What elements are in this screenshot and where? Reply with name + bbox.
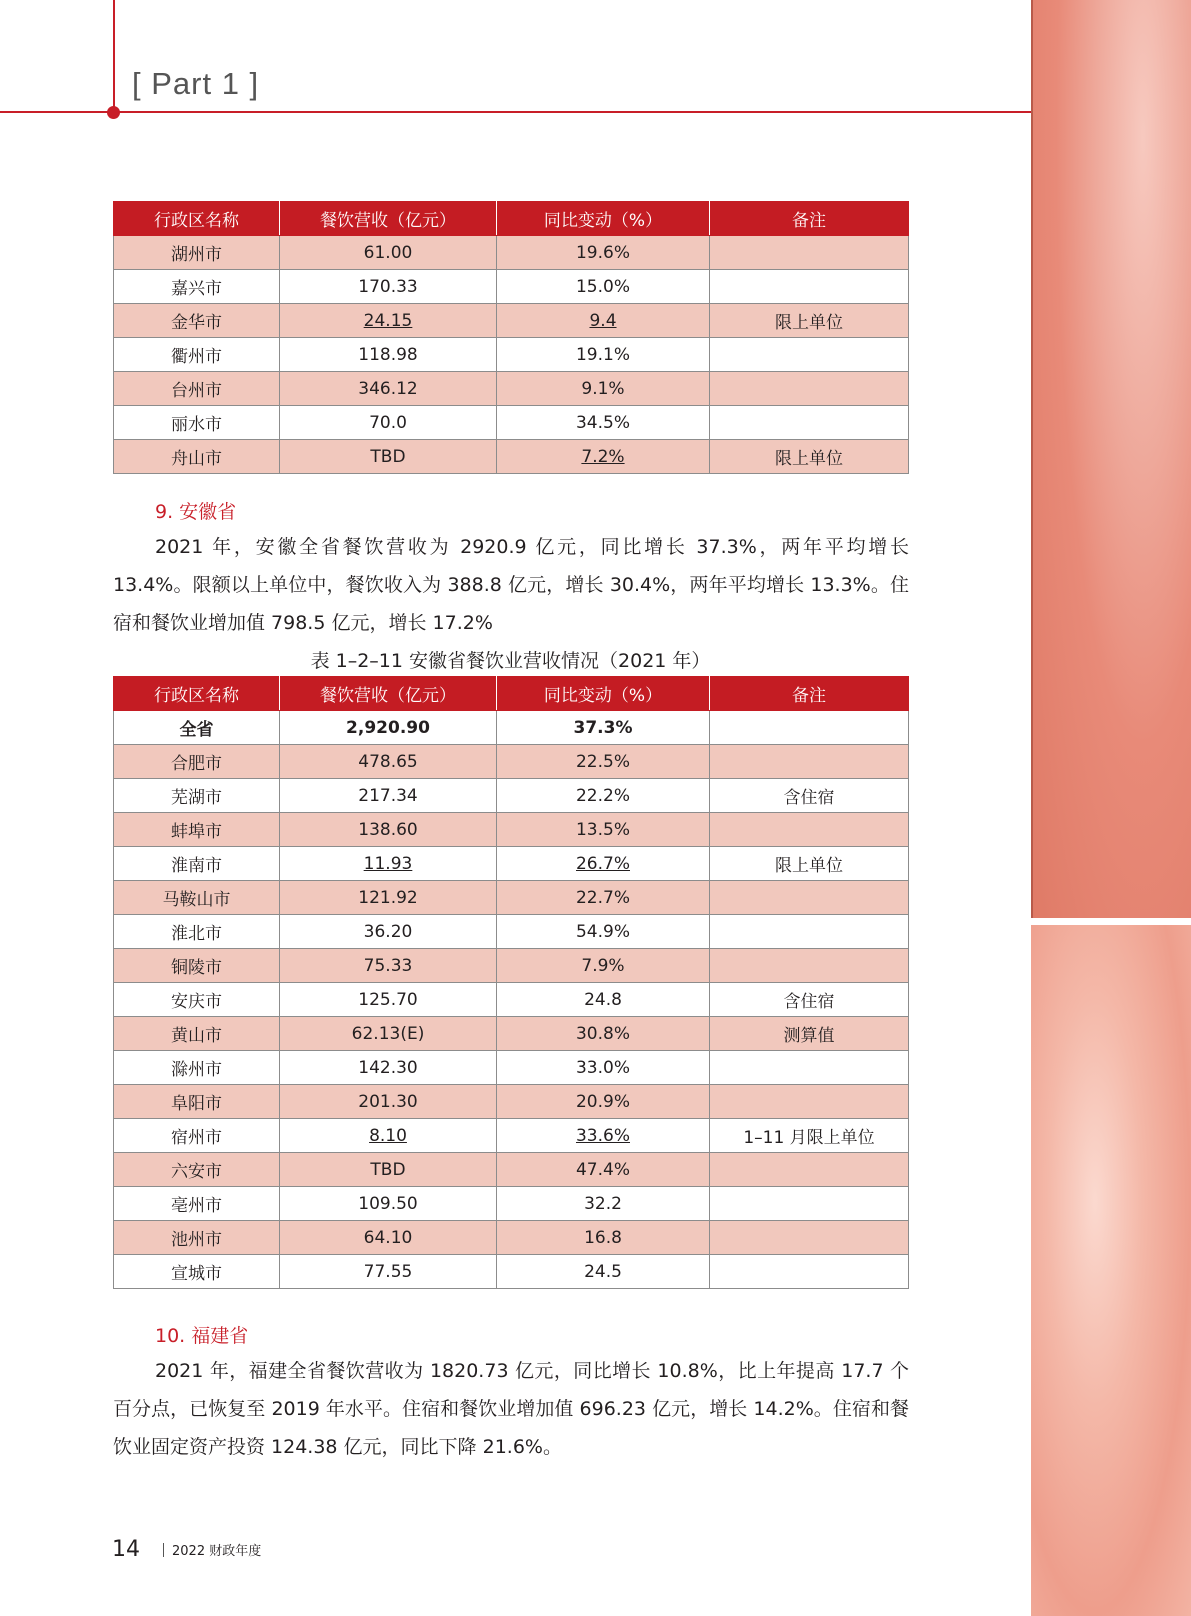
cell-change [497, 304, 710, 338]
cell-revenue: TBD [280, 1153, 497, 1187]
cell-revenue: 2,920.90 [280, 711, 497, 745]
column-header: 餐饮营收（亿元） [280, 677, 497, 711]
cell-change-value: 33.6% [575, 1125, 630, 1146]
cell-change [497, 440, 710, 474]
section-title-anhui: 9. 安徽省 [155, 501, 237, 523]
cell-note [710, 1085, 909, 1119]
table-row [114, 1017, 909, 1051]
cell-revenue [280, 304, 497, 338]
side-photo-edge [1031, 0, 1033, 918]
cell-region: 淮北市 [114, 915, 280, 949]
table-row [114, 745, 909, 779]
cell-change-value: 26.7% [575, 853, 630, 874]
cell-region: 亳州市 [114, 1187, 280, 1221]
header-vertical-rule [113, 0, 115, 114]
cell-region: 安庆市 [114, 983, 280, 1017]
column-header: 备注 [710, 202, 909, 236]
table-row [114, 983, 909, 1017]
cell-note [710, 338, 909, 372]
cell-revenue: 36.20 [280, 915, 497, 949]
cell-region: 滁州市 [114, 1051, 280, 1085]
cell-region: 湖州市 [114, 236, 280, 270]
cell-note [710, 949, 909, 983]
cell-note: 含住宿 [710, 983, 909, 1017]
table-row [114, 304, 909, 338]
table-header-row [114, 677, 909, 711]
cell-note [710, 813, 909, 847]
cell-region: 全省 [114, 711, 280, 745]
table-anhui-cities [113, 676, 909, 1289]
table-row [114, 236, 909, 270]
table-row [114, 338, 909, 372]
cell-change: 7.9% [497, 949, 710, 983]
cell-revenue: 109.50 [280, 1187, 497, 1221]
cell-change [497, 847, 710, 881]
cell-change: 13.5% [497, 813, 710, 847]
column-header: 同比变动（%） [497, 202, 710, 236]
cell-region: 六安市 [114, 1153, 280, 1187]
cell-region: 宿州市 [114, 1119, 280, 1153]
table-row [114, 1085, 909, 1119]
cell-note [710, 1221, 909, 1255]
cell-revenue: 70.0 [280, 406, 497, 440]
cell-region: 合肥市 [114, 745, 280, 779]
cell-revenue-value: 8.10 [369, 1125, 407, 1146]
column-header: 备注 [710, 677, 909, 711]
cell-revenue: 201.30 [280, 1085, 497, 1119]
cell-change: 22.2% [497, 779, 710, 813]
cell-change: 15.0% [497, 270, 710, 304]
cell-region: 阜阳市 [114, 1085, 280, 1119]
table-row-total [114, 711, 909, 745]
column-header: 行政区名称 [114, 202, 280, 236]
cell-note [710, 711, 909, 745]
cell-note: 限上单位 [710, 304, 909, 338]
cell-region: 池州市 [114, 1221, 280, 1255]
cell-note [710, 745, 909, 779]
cell-region: 舟山市 [114, 440, 280, 474]
cell-note [710, 1153, 909, 1187]
cell-region: 马鞍山市 [114, 881, 280, 915]
cell-revenue: 121.92 [280, 881, 497, 915]
cell-region: 淮南市 [114, 847, 280, 881]
cell-change: 32.2 [497, 1187, 710, 1221]
cell-change: 20.9% [497, 1085, 710, 1119]
table-caption: 表 1–2–11 安徽省餐饮业营收情况（2021 年） [310, 650, 711, 672]
part-label: [ Part 1 ] [132, 66, 260, 101]
table-row [114, 1187, 909, 1221]
cell-revenue: 62.13(E) [280, 1017, 497, 1051]
footer-separator [163, 1543, 164, 1557]
cell-revenue: 346.12 [280, 372, 497, 406]
table-row [114, 1119, 909, 1153]
cell-change-value: 9.4 [589, 310, 617, 331]
table-zhejiang-cities [113, 201, 909, 474]
cell-revenue: 217.34 [280, 779, 497, 813]
cell-change [497, 1119, 710, 1153]
side-photo-top [1031, 0, 1191, 918]
table-row [114, 372, 909, 406]
cell-change: 22.5% [497, 745, 710, 779]
cell-note: 测算值 [710, 1017, 909, 1051]
table-row [114, 813, 909, 847]
table-row [114, 1255, 909, 1289]
cell-change: 37.3% [497, 711, 710, 745]
paragraph-anhui: 2021 年，安徽全省餐饮营收为 2920.9 亿元，同比增长 37.3%，两年平均增长 13.4%。限额以上单位中，餐饮收入为 388.8 亿元，增长 30.4%，两年平均增长 13.3%。住宿和餐饮业增加值 798.5 亿元，增长 17.2% [113, 536, 909, 634]
cell-revenue: 75.33 [280, 949, 497, 983]
cell-revenue: 170.33 [280, 270, 497, 304]
cell-note: 限上单位 [710, 440, 909, 474]
cell-change: 22.7% [497, 881, 710, 915]
cell-revenue: 142.30 [280, 1051, 497, 1085]
cell-revenue: TBD [280, 440, 497, 474]
cell-region: 嘉兴市 [114, 270, 280, 304]
cell-region: 衢州市 [114, 338, 280, 372]
cell-change: 33.0% [497, 1051, 710, 1085]
table-row [114, 847, 909, 881]
cell-revenue: 77.55 [280, 1255, 497, 1289]
cell-note: 限上单位 [710, 847, 909, 881]
cell-note [710, 915, 909, 949]
header-horizontal-rule [0, 111, 1031, 113]
table-header-row [114, 202, 909, 236]
column-header: 餐饮营收（亿元） [280, 202, 497, 236]
side-photo [1031, 0, 1191, 1616]
cell-note [710, 881, 909, 915]
table-row [114, 1221, 909, 1255]
cell-region: 金华市 [114, 304, 280, 338]
cell-region: 铜陵市 [114, 949, 280, 983]
cell-region: 宣城市 [114, 1255, 280, 1289]
cell-region: 芜湖市 [114, 779, 280, 813]
cell-change: 24.5 [497, 1255, 710, 1289]
cell-region: 台州市 [114, 372, 280, 406]
table-row [114, 440, 909, 474]
cell-note: 1–11 月限上单位 [710, 1119, 909, 1153]
cell-revenue: 61.00 [280, 236, 497, 270]
cell-note [710, 406, 909, 440]
cell-change: 54.9% [497, 915, 710, 949]
cell-revenue: 478.65 [280, 745, 497, 779]
header-rule-dot [107, 106, 120, 119]
table-row [114, 779, 909, 813]
cell-note [710, 372, 909, 406]
cell-note [710, 1255, 909, 1289]
table-row [114, 881, 909, 915]
cell-note [710, 1051, 909, 1085]
cell-revenue-value: 11.93 [363, 853, 413, 874]
cell-region: 蚌埠市 [114, 813, 280, 847]
cell-change-value: 7.2% [581, 446, 625, 467]
cell-note [710, 1187, 909, 1221]
cell-revenue: 138.60 [280, 813, 497, 847]
cell-region: 黄山市 [114, 1017, 280, 1051]
section-title-fujian: 10. 福建省 [155, 1325, 249, 1347]
cell-revenue [280, 1119, 497, 1153]
table-row [114, 270, 909, 304]
cell-change: 34.5% [497, 406, 710, 440]
cell-change: 9.1% [497, 372, 710, 406]
cell-revenue-value: 24.15 [363, 310, 413, 331]
cell-note [710, 270, 909, 304]
table-row [114, 915, 909, 949]
cell-change: 19.6% [497, 236, 710, 270]
cell-note [710, 236, 909, 270]
cell-change: 47.4% [497, 1153, 710, 1187]
side-photo-bottom [1031, 925, 1191, 1616]
column-header: 行政区名称 [114, 677, 280, 711]
table-row [114, 1153, 909, 1187]
cell-revenue: 125.70 [280, 983, 497, 1017]
cell-revenue [280, 847, 497, 881]
table-row [114, 406, 909, 440]
cell-change: 16.8 [497, 1221, 710, 1255]
cell-note: 含住宿 [710, 779, 909, 813]
cell-revenue: 118.98 [280, 338, 497, 372]
publication-title: 2022 财政年度 [172, 1544, 262, 1559]
table-row [114, 949, 909, 983]
table-row [114, 1051, 909, 1085]
cell-revenue: 64.10 [280, 1221, 497, 1255]
cell-change: 19.1% [497, 338, 710, 372]
cell-region: 丽水市 [114, 406, 280, 440]
column-header: 同比变动（%） [497, 677, 710, 711]
cell-change: 24.8 [497, 983, 710, 1017]
paragraph-fujian: 2021 年，福建全省餐饮营收为 1820.73 亿元，同比增长 10.8%，比上年提高 17.7 个百分点，已恢复至 2019 年水平。住宿和餐饮业增加值 696.23 亿元，增长 14.2%。住宿和餐饮业固定资产投资 124.38 亿元，同比下降 21.6%。 [113, 1360, 909, 1458]
cell-change: 30.8% [497, 1017, 710, 1051]
page-number: 14 [112, 1537, 140, 1562]
